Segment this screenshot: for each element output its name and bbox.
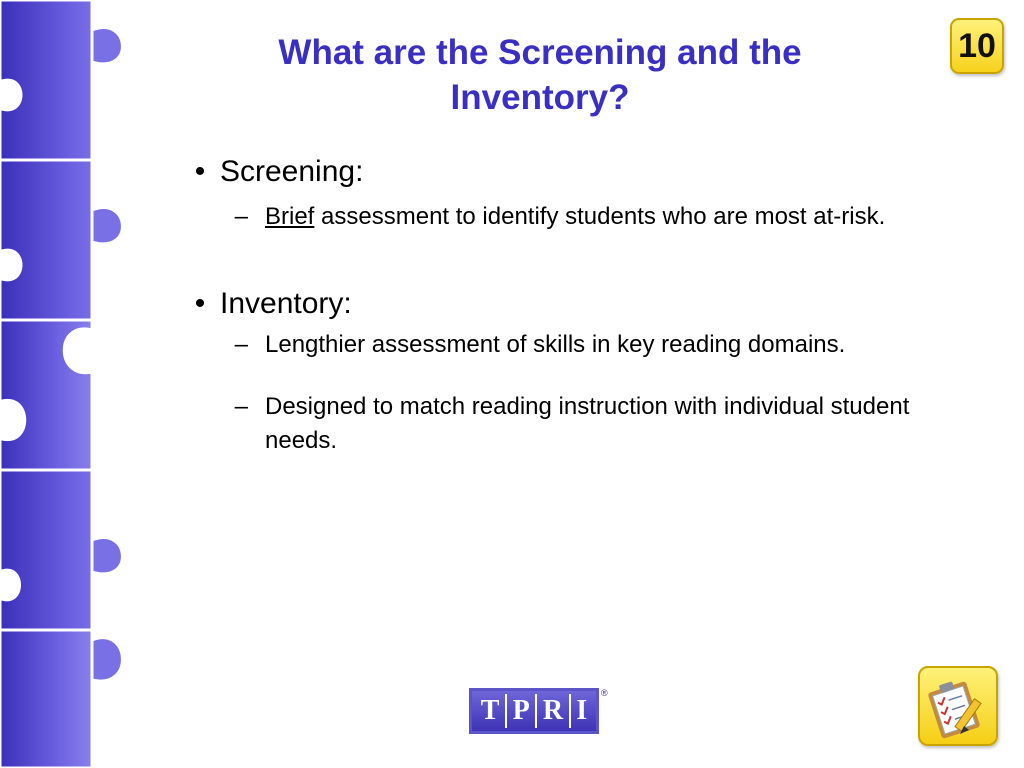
sub-mark: –	[234, 393, 248, 420]
slide-title: What are the Screening and the Inventory?	[278, 33, 802, 117]
registered-mark: ®	[601, 688, 608, 698]
tpri-logo	[469, 688, 608, 734]
sub-item-body: assessment to identify students who are most at-risk.	[314, 203, 886, 230]
logo-letter: R	[542, 695, 564, 726]
slide-body	[180, 152, 980, 458]
logo-letter: P	[512, 695, 530, 726]
tpri-logo-box	[469, 688, 599, 734]
logo-divider	[535, 694, 537, 728]
sub-mark: –	[234, 203, 248, 230]
clipboard-drawing	[920, 668, 996, 744]
sub-mark: –	[234, 331, 248, 358]
bullet-mark: •	[194, 287, 206, 320]
clipboard-checklist-icon	[918, 666, 998, 746]
logo-divider	[505, 694, 507, 728]
sub-item	[180, 328, 980, 362]
sub-item-text	[265, 200, 955, 234]
logo-divider	[569, 694, 571, 728]
logo-letter: I	[576, 695, 588, 726]
sub-item-emphasis: Brief	[265, 203, 315, 230]
bullet-mark: •	[194, 155, 206, 188]
sub-item	[180, 390, 980, 458]
slide-number-badge: 10	[950, 18, 1004, 74]
bullet-label: Screening:	[220, 155, 364, 188]
bullet-label: Inventory:	[220, 287, 352, 320]
sub-item	[180, 200, 980, 234]
sub-item-text: Lengthier assessment of skills in key reading domains.	[265, 331, 846, 358]
puzzle-border-decoration	[0, 0, 160, 768]
sub-item-text: Designed to match reading instruction with individual student needs.	[265, 393, 910, 454]
bullet-inventory	[180, 284, 980, 324]
bullet-screening	[180, 152, 980, 192]
logo-letter: T	[480, 695, 500, 726]
